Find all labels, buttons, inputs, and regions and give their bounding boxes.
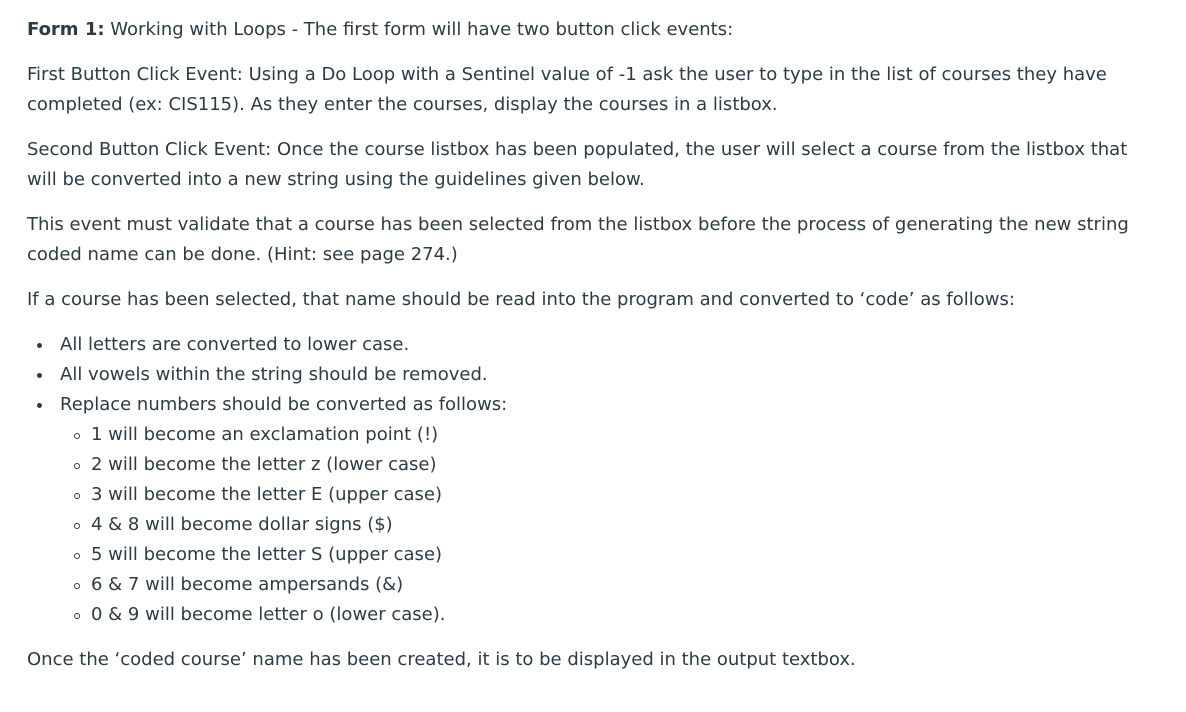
validation-paragraph: This event must validate that a course has been selected from the listbox before the process of generating the new string coded name can be done. (Hint: see page 274.) (27, 214, 1129, 265)
first-button-paragraph: First Button Click Event: Using a Do Loop with a Sentinel value of -1 ask the user to type in the list of courses they have completed (ex: CIS115). As they enter the courses, display the courses in a listbox. (27, 64, 1107, 115)
form-heading (27, 15, 1160, 45)
form-heading-text: Working with Loops - The first form will have two button click events: (104, 19, 734, 40)
form-heading-label: Form 1: (27, 19, 105, 40)
list-item (57, 390, 1160, 630)
list-item: All vowels within the string should be removed. (57, 360, 1160, 390)
closing-paragraph: Once the ‘coded course’ name has been created, it is to be displayed in the output textbox. (27, 649, 856, 670)
list-item: All letters are converted to lower case. (57, 330, 1160, 360)
sub-list-item: 2 will become the letter z (lower case) (91, 450, 1160, 480)
second-button-paragraph: Second Button Click Event: Once the course listbox has been populated, the user will select a course from the listbox that will be converted into a new string using the guidelines given below. (27, 139, 1128, 190)
sub-list-item: 4 & 8 will become dollar signs ($) (91, 510, 1160, 540)
sub-list-item: 0 & 9 will become letter o (lower case). (91, 600, 1160, 630)
sub-list-item: 3 will become the letter E (upper case) (91, 480, 1160, 510)
number-conversion-list (60, 420, 1160, 630)
conversion-rules-list (27, 330, 1160, 630)
conversion-intro-paragraph: If a course has been selected, that name should be read into the program and converted to ‘code’ as follows: (27, 289, 1015, 310)
sub-list-item: 5 will become the letter S (upper case) (91, 540, 1160, 570)
sub-list-item: 1 will become an exclamation point (!) (91, 420, 1160, 450)
list-item-text: Replace numbers should be converted as follows: (60, 394, 508, 415)
sub-list-item: 6 & 7 will become ampersands (&) (91, 570, 1160, 600)
